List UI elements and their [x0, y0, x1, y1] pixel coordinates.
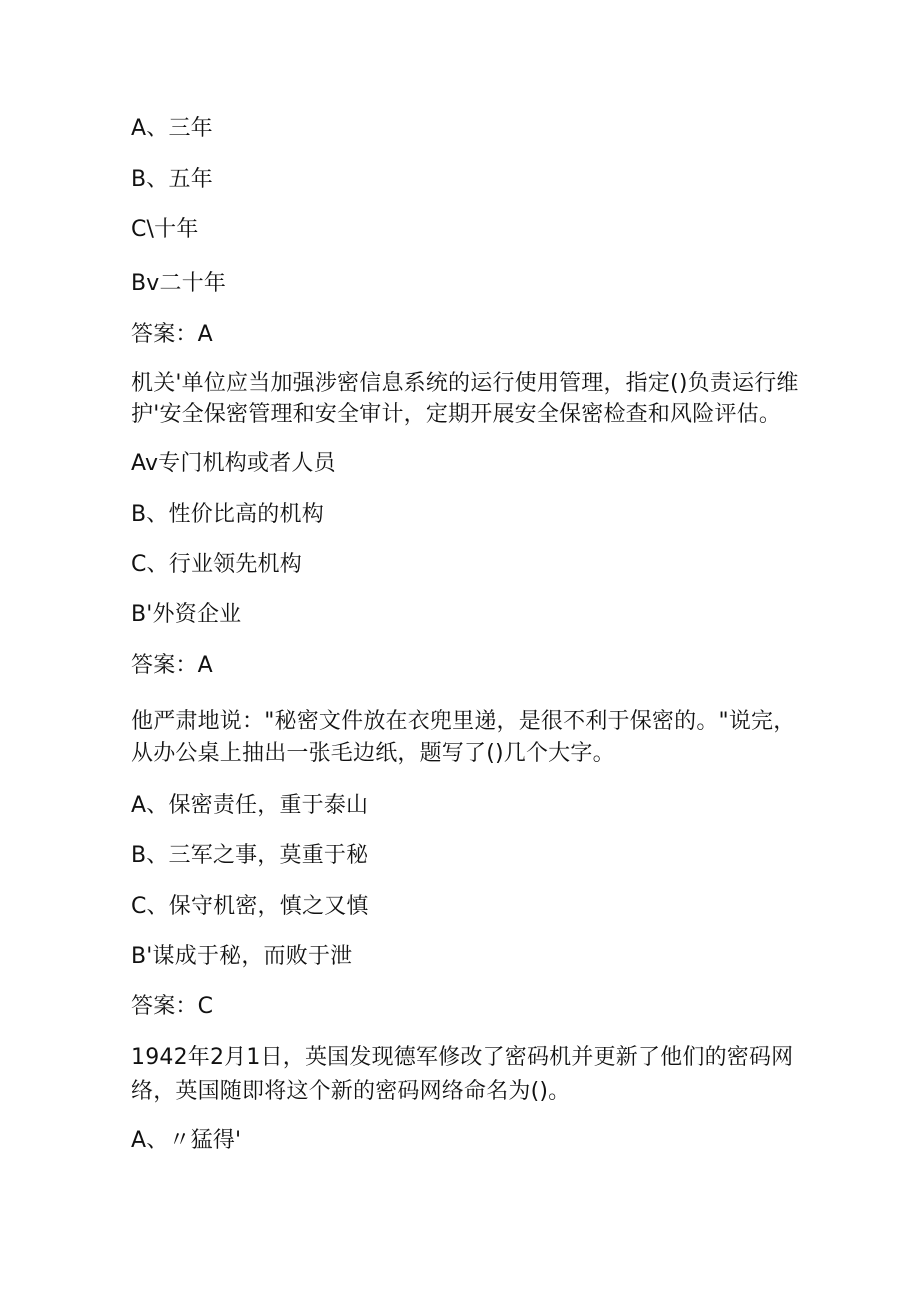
option-b: B、五年 [131, 167, 213, 192]
option-a: A、〃猛得' [131, 1128, 242, 1153]
question-line: 从办公桌上抽出一张毛边纸，题写了()几个大字。 [131, 741, 615, 766]
option-a: A、保密责任，重于泰山 [131, 793, 369, 818]
option-b: B、性价比高的机构 [131, 502, 324, 527]
answer: 答案：A [131, 322, 213, 347]
answer: 答案：C [131, 994, 214, 1019]
question-line: 护'安全保密管理和安全审计，定期开展安全保密检查和风险评估。 [131, 402, 782, 427]
question-line: 1942年2月1日，英国发现德军修改了密码机并更新了他们的密码网 [131, 1045, 794, 1070]
option-d: B'谋成于秘，而败于泄 [131, 944, 353, 969]
option-c: C、行业领先机构 [131, 552, 302, 577]
option-c: C、保守机密，慎之又慎 [131, 894, 369, 919]
question-line: 络，英国随即将这个新的密码网络命名为()。 [131, 1079, 571, 1104]
option-b: B、三军之事，莫重于秘 [131, 843, 369, 868]
option-d: Bv二十年 [131, 271, 227, 296]
option-d: B'外资企业 [131, 602, 242, 627]
answer: 答案：A [131, 653, 213, 678]
question-line: 他严肃地说："秘密文件放在衣兜里递，是很不利于保密的。"说完， [131, 709, 796, 734]
option-a: A、三年 [131, 116, 213, 141]
question-line: 机关'单位应当加强涉密信息系统的运行使用管理，指定()负责运行维 [131, 371, 799, 396]
option-c: C\十年 [131, 217, 199, 242]
option-a: Av专门机构或者人员 [131, 451, 336, 476]
